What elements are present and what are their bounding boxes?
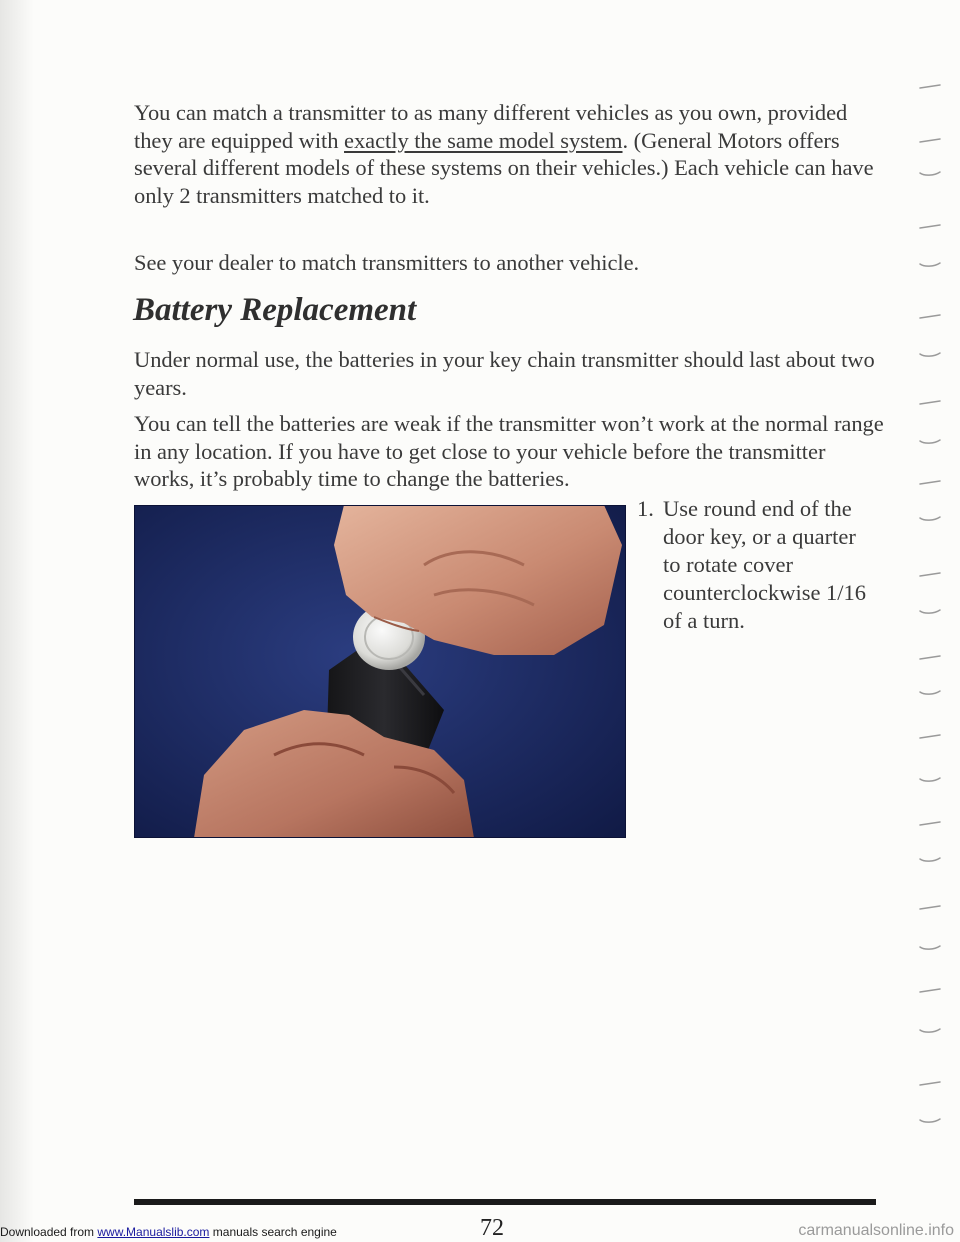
same-model-system-underlined: exactly the same model system bbox=[344, 127, 623, 153]
page-edge-tab-marks bbox=[918, 80, 948, 1210]
transmitter-battery-photo-drawing bbox=[134, 505, 626, 838]
page-number: 72 bbox=[480, 1215, 504, 1241]
paragraph-weak-batteries: You can tell the batteries are weak if the transmitter won’t work at the normal range in any location. If you have to get close to your vehicle before the transmitter works, it’s probably time to change the batteries. bbox=[134, 411, 884, 491]
transmitter-battery-photo bbox=[134, 505, 626, 838]
manualslib-link[interactable]: www.Manualslib.com bbox=[97, 1225, 210, 1239]
section-heading-battery-replacement: Battery Replacement bbox=[133, 292, 417, 328]
step-number: 1. bbox=[637, 496, 654, 521]
paragraph-match-vehicles-end: . (General Motors offers several different models of these systems on their vehicles.) Each vehicle can have only 2 transmitters matched to it. bbox=[134, 127, 874, 208]
carmanualsonline-watermark: carmanualsonline.info bbox=[798, 1222, 954, 1239]
paragraph-see-dealer: See your dealer to match transmitters to another vehicle. bbox=[134, 250, 640, 275]
download-attribution bbox=[0, 1225, 337, 1240]
paragraph-match-vehicles-start: You can match a transmitter to as many different vehicles as you own, provided they are equipped with bbox=[134, 100, 848, 153]
step-text: Use round end of the door key, or a quarter to rotate cover counterclockwise 1/16 of a turn. bbox=[663, 496, 867, 633]
footer-rule bbox=[134, 1199, 876, 1205]
download-suffix: manuals search engine bbox=[209, 1225, 337, 1239]
step-1 bbox=[637, 495, 877, 635]
paragraph-match-vehicles bbox=[134, 99, 886, 209]
download-prefix: Downloaded from bbox=[0, 1225, 98, 1239]
paragraph-battery-life: Under normal use, the batteries in your key chain transmitter should last about two years. bbox=[134, 347, 875, 400]
page-scan-edge bbox=[0, 0, 34, 1242]
